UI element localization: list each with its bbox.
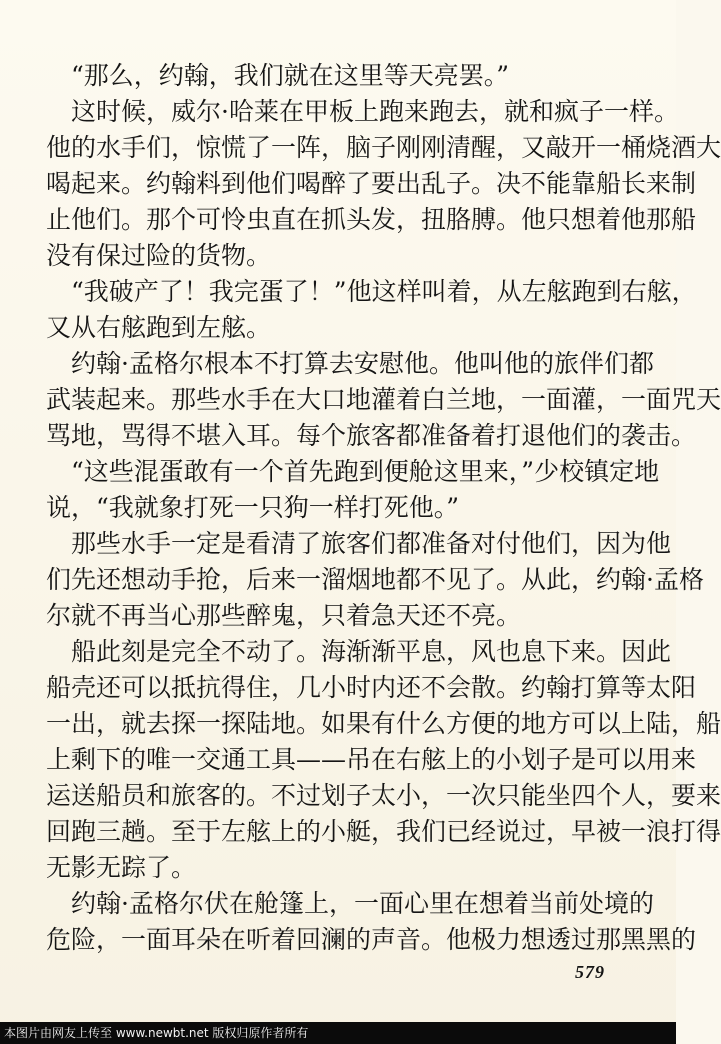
text-line: “这些混蛋敢有一个首先跑到便舱这里来，”少校镇定地	[46, 457, 660, 486]
text-line: 那些水手一定是看清了旅客们都准备对付他们，因为他	[46, 529, 672, 558]
text-line: 危险，一面耳朵在听着回澜的声音。他极力想透过那黑黑的	[46, 925, 697, 954]
text-line: 骂地，骂得不堪入耳。每个旅客都准备着打退他们的袭击。	[46, 421, 697, 450]
text-line: 一出，就去探一探陆地。如果有什么方便的地方可以上陆，船	[46, 709, 721, 738]
text-line: 尔就不再当心那些醉鬼，只着急天还不亮。	[46, 601, 522, 630]
text-line: 他的水手们，惊慌了一阵，脑子刚刚清醒，又敲开一桶烧酒大	[46, 133, 721, 162]
text-line: 又从右舷跑到左舷。	[46, 313, 272, 342]
text-line: 武装起来。那些水手在大口地灌着白兰地，一面灌，一面咒天	[46, 385, 721, 414]
watermark-footer	[0, 1022, 676, 1044]
page-number: 579	[575, 962, 605, 982]
text-line: 没有保过险的货物。	[46, 241, 272, 270]
text-line: 约翰·孟格尔根本不打算去安慰他。他叫他的旅伴们都	[46, 349, 654, 378]
text-line: 止他们。那个可怜虫直在抓头发，扭胳膊。他只想着他那船	[46, 205, 697, 234]
text-line: 喝起来。约翰料到他们喝醉了要出乱子。决不能靠船长来制	[46, 169, 697, 198]
text-line: 们先还想动手抢，后来一溜烟地都不见了。从此，约翰·孟格	[46, 565, 704, 594]
text-line: 约翰·孟格尔伏在舱篷上，一面心里在想着当前处境的	[46, 889, 654, 918]
text-line: 上剩下的唯一交通工具——吊在右舷上的小划子是可以用来	[46, 745, 697, 774]
text-line: “那么，约翰，我们就在这里等天亮罢。”	[46, 61, 510, 90]
text-line: 这时候，威尔·哈莱在甲板上跑来跑去，就和疯子一样。	[46, 97, 679, 126]
text-line: 回跑三趟。至于左舷上的小艇，我们已经说过，早被一浪打得	[46, 817, 721, 846]
text-line: 船壳还可以抵抗得住，几小时内还不会散。约翰打算等太阳	[46, 673, 697, 702]
text-line: 运送船员和旅客的。不过划子太小，一次只能坐四个人，要来	[46, 781, 721, 810]
text-line: “我破产了！我完蛋了！”他这样叫着，从左舷跑到右舷，	[46, 277, 697, 306]
text-line: 无影无踪了。	[46, 853, 197, 882]
text-line: 船此刻是完全不动了。海渐渐平息，风也息下来。因此	[46, 637, 672, 666]
text-line: 说，“我就象打死一只狗一样打死他。”	[46, 493, 460, 522]
watermark-text: 本图片由网友上传至 www.newbt.net 版权归原作者所有	[4, 1026, 309, 1040]
